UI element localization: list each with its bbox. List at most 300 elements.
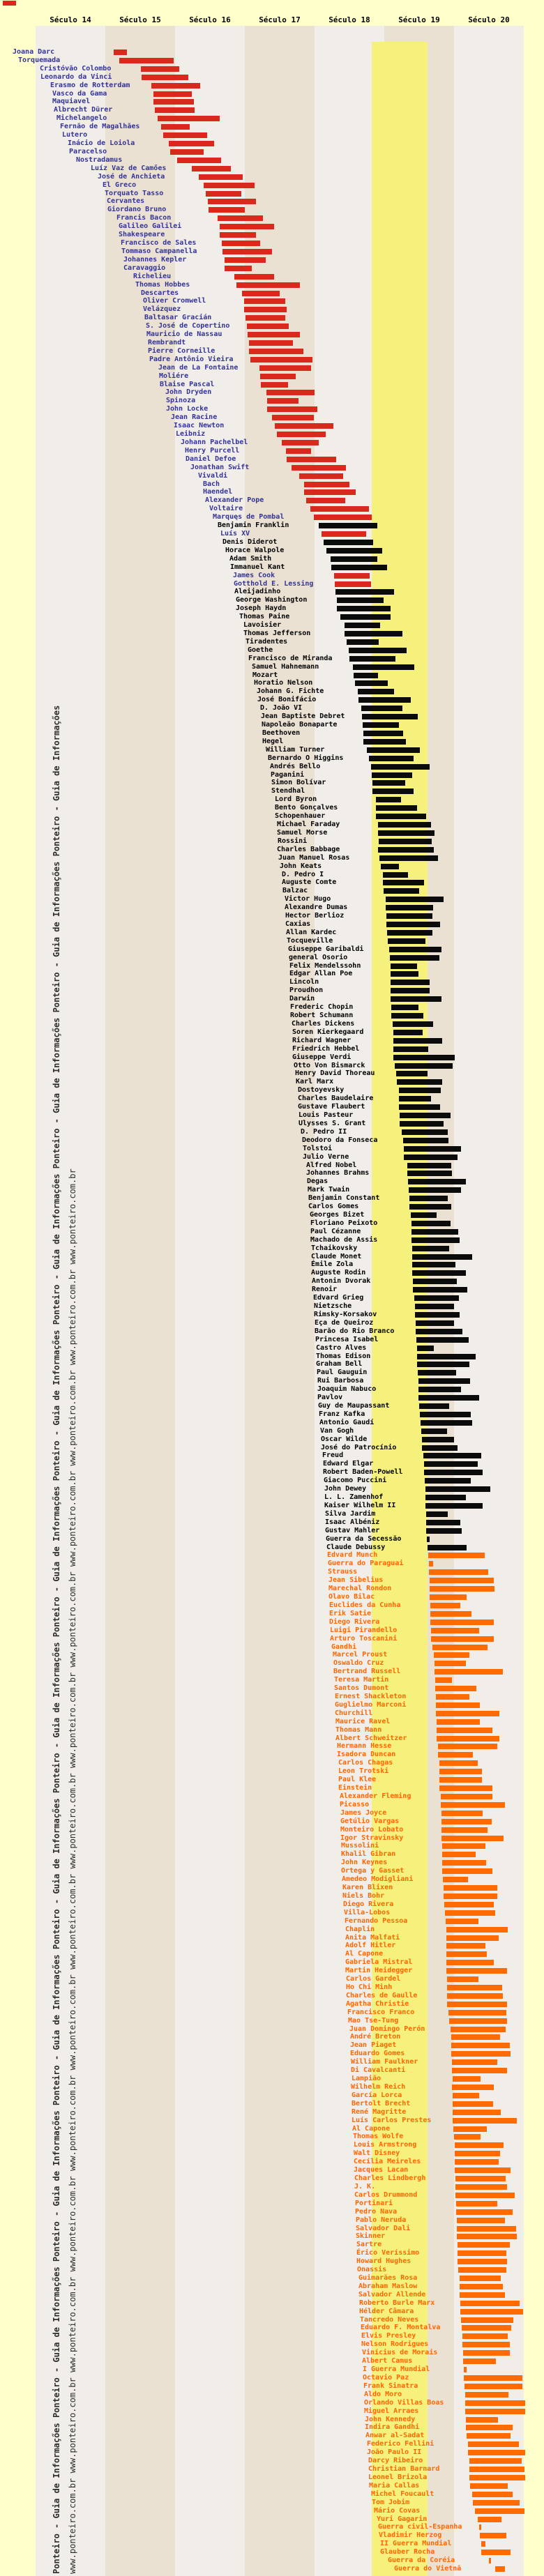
- lifespan-bar: [446, 1935, 499, 1941]
- person-label: Thomas Hobbes: [135, 281, 190, 289]
- person-label: Santos Dumont: [334, 1684, 389, 1692]
- lifespan-bar: [441, 1819, 492, 1824]
- lifespan-bar: [220, 224, 274, 229]
- lifespan-bar: [441, 1794, 492, 1799]
- person-label: Darwin: [289, 995, 315, 1003]
- lifespan-bar: [472, 2492, 513, 2497]
- lifespan-bar: [458, 2259, 507, 2264]
- lifespan-bar: [408, 1179, 466, 1184]
- person-label: Di Cavalcanti: [351, 2066, 406, 2074]
- person-label: Ernest Shackleton: [335, 1693, 407, 1700]
- lifespan-bar: [400, 1113, 451, 1118]
- lifespan-bar: [466, 2417, 498, 2423]
- person-label: Paganini: [271, 771, 305, 779]
- lifespan-bar: [435, 1669, 503, 1675]
- person-label: Carlos Drummond: [354, 2191, 418, 2199]
- person-label: Charles de Gaulle: [346, 1992, 418, 1999]
- person-label: Marcel Proust: [333, 1651, 388, 1659]
- person-label: Paul Klee: [338, 1776, 377, 1783]
- person-label: Barăo do Rio Branco: [315, 1327, 395, 1335]
- lifespan-bar: [266, 390, 315, 395]
- person-label: George Washington: [236, 596, 308, 604]
- person-label: Claude Debussy: [326, 1544, 386, 1551]
- person-label: S. José de Copertino: [146, 322, 230, 330]
- person-label: Picasso: [340, 1801, 370, 1808]
- lifespan-bar: [419, 1403, 449, 1409]
- person-label: Horatio Nelson: [254, 679, 313, 687]
- lifespan-bar: [441, 1827, 488, 1833]
- lifespan-bar: [430, 1603, 460, 1608]
- lifespan-bar: [400, 1121, 444, 1127]
- lifespan-bar: [453, 2076, 481, 2082]
- lifespan-bar: [456, 2201, 497, 2207]
- person-label: Pierre Corneille: [148, 347, 216, 355]
- person-label: Erik Satie: [329, 1610, 372, 1617]
- person-label: Olavo Bilac: [328, 1593, 375, 1601]
- lifespan-bar: [452, 2059, 497, 2065]
- person-label: Antonio Gaudí: [319, 1419, 375, 1426]
- person-label: Voltaire: [209, 505, 243, 512]
- lifespan-bar: [455, 2142, 504, 2148]
- lifespan-bar: [465, 2409, 525, 2414]
- lifespan-bar: [458, 2267, 506, 2273]
- lifespan-bar: [418, 1370, 456, 1375]
- lifespan-bar: [442, 1843, 485, 1849]
- lifespan-bar: [466, 2425, 513, 2430]
- lifespan-bar: [442, 1860, 486, 1866]
- person-label: Walt Disney: [354, 2149, 400, 2157]
- lifespan-bar: [455, 2151, 500, 2156]
- lifespan-bar: [479, 2524, 481, 2530]
- lifespan-bar: [391, 996, 441, 1002]
- person-label: Padre Antônio Vieira: [149, 356, 234, 363]
- person-label: Carlos Gardel: [346, 1975, 401, 1983]
- lifespan-bar: [457, 2234, 517, 2239]
- person-label: Hegel: [262, 738, 284, 745]
- person-label: José de Anchieta: [98, 173, 165, 181]
- lifespan-bar: [363, 722, 399, 728]
- lifespan-bar: [467, 2433, 511, 2439]
- person-label: Deodoro da Fonseca: [302, 1136, 378, 1144]
- lifespan-bar: [345, 623, 380, 628]
- lifespan-bar: [453, 2126, 487, 2132]
- lifespan-bar: [439, 1760, 478, 1766]
- person-label: Ortega y Gasset: [341, 1867, 405, 1875]
- lifespan-bar: [451, 2027, 506, 2032]
- person-label: Freud: [322, 1451, 344, 1459]
- lifespan-bar: [354, 673, 378, 678]
- person-label: Frank Sinatra: [363, 2382, 418, 2390]
- person-label: Johann Pachelbel: [181, 439, 248, 446]
- person-label: El Greco: [103, 181, 137, 189]
- person-label: Onassis: [357, 2266, 387, 2273]
- person-label: Khalil Gibran: [341, 1850, 396, 1858]
- lifespan-bar: [119, 58, 174, 63]
- person-label: Isaac Albéniz: [325, 1518, 380, 1526]
- lifespan-bar: [362, 714, 418, 719]
- lifespan-bar: [416, 1320, 454, 1326]
- lifespan-bar: [326, 548, 382, 554]
- lifespan-bar: [429, 1569, 488, 1575]
- lifespan-bar: [469, 2458, 522, 2464]
- person-label: Benjamin Franklin: [218, 521, 289, 529]
- lifespan-bar: [437, 1728, 492, 1733]
- person-label: Lutero: [62, 131, 88, 139]
- person-label: Descartes: [141, 289, 179, 297]
- person-label: Van Gogh: [320, 1427, 354, 1435]
- lifespan-bar: [218, 215, 263, 221]
- lifespan-bar: [439, 1777, 482, 1783]
- century-label: Século 14: [50, 15, 91, 24]
- person-label: Michelangelo: [56, 114, 107, 122]
- person-label: Vivaldi: [198, 472, 228, 480]
- lifespan-bar: [418, 1395, 479, 1401]
- person-label: Oscar Wilde: [321, 1435, 368, 1443]
- lifespan-bar: [349, 656, 395, 662]
- person-label: Julio Verne: [303, 1153, 349, 1161]
- person-label: Stendhal: [271, 787, 305, 795]
- person-label: Mark Twain: [308, 1186, 350, 1194]
- person-label: John Keats: [280, 862, 322, 870]
- person-label: Jean Sibelius: [328, 1576, 384, 1584]
- lifespan-bar: [448, 2010, 506, 2015]
- person-label: Nelson Rodrigues: [361, 2340, 429, 2348]
- person-label: Bertrand Russell: [333, 1668, 401, 1675]
- sidebar-branding-text: Ponteiro - Guia de Informaçőes Ponteiro - Guia de Informaçőes Ponteiro - Guia de Informaçőes Ponteiro - Guia de Informaçőes Ponteiro - Guia de Informaçőes Ponteiro - Guia de Informaçőes Ponteiro - Guia de Informaçőes Ponteiro - Guia de Informaçőes Ponteiro - Guia de Informaçőes Ponteiro - Guia de Informaçőes Ponteiro - Guia de Informaçőes Ponteiro - Guia de Informaçőes: [52, 705, 61, 2574]
- person-label: Balzac: [282, 887, 308, 894]
- person-label: Orlando Villas Boas: [364, 2399, 444, 2407]
- person-label: Aleijadinho: [234, 588, 281, 595]
- person-label: Churchill: [335, 1709, 373, 1717]
- lifespan-bar: [161, 124, 190, 130]
- person-label: Paul Gauguin: [317, 1369, 368, 1376]
- person-label: Oliver Cromwell: [143, 297, 206, 305]
- person-label: Edvard Grieg: [313, 1294, 364, 1302]
- lifespan-bar: [416, 1329, 462, 1334]
- person-label: Jonathan Swift: [190, 464, 250, 471]
- lifespan-bar: [425, 1478, 471, 1484]
- lifespan-bar: [386, 905, 433, 910]
- lifespan-bar: [222, 241, 260, 246]
- person-label: Tocqueville: [287, 937, 333, 945]
- lifespan-bar: [331, 565, 387, 570]
- lifespan-bar: [461, 2317, 513, 2323]
- lifespan-bar: [455, 2193, 515, 2198]
- lifespan-bar: [372, 772, 412, 778]
- person-label: Rui Barbosa: [317, 1377, 364, 1385]
- person-label: Tchaikovsky: [311, 1244, 358, 1252]
- lifespan-bar: [412, 1270, 466, 1276]
- person-label: Christian Barnard: [368, 2465, 440, 2473]
- person-label: Mário Covas: [374, 2507, 421, 2515]
- person-label: Fernando Pessoa: [345, 1917, 408, 1925]
- lifespan-bar: [249, 349, 303, 354]
- person-label: I Guerra Mundial: [363, 2365, 430, 2373]
- lifespan-bar: [452, 2085, 494, 2090]
- lifespan-bar: [331, 556, 377, 562]
- lifespan-bar: [306, 498, 345, 503]
- lifespan-bar: [423, 1453, 481, 1458]
- person-label: Paracelso: [69, 148, 107, 155]
- person-label: René Magritte: [352, 2108, 407, 2116]
- lifespan-bar: [282, 440, 319, 445]
- lifespan-bar: [455, 2184, 507, 2190]
- lifespan-bar: [451, 2034, 500, 2040]
- person-label: D. Pedro I: [282, 871, 324, 878]
- lifespan-bar: [378, 847, 434, 853]
- person-label: Horace Walpole: [225, 547, 285, 554]
- person-label: Giuseppe Verdi: [292, 1053, 352, 1061]
- lifespan-bar: [407, 1163, 451, 1168]
- lifespan-bar: [453, 2118, 517, 2124]
- lifespan-bar: [430, 1594, 467, 1600]
- person-label: Lavoisier: [243, 621, 282, 629]
- person-label: Bertolt Brecht: [352, 2100, 411, 2108]
- person-label: Jean Racine: [171, 413, 218, 421]
- lifespan-bar: [208, 199, 256, 204]
- sidebar-url-text: www.ponteiro.com.br www.ponteiro.com.br www.ponteiro.com.br www.ponteiro.com.br www.ponteiro.com.br www.ponteiro.com.br www.ponteiro.com.br www.ponteiro.com.br www.ponteiro.com.br www.ponteiro.com.br www.ponteiro.com.br www.ponteiro.com.br www.ponteiro.com.br www.ponteiro.com.br: [68, 1168, 77, 2574]
- person-label: Diego Rivera: [343, 1900, 394, 1908]
- person-label: Villa-Lobos: [344, 1909, 391, 1916]
- lifespan-bar: [441, 1802, 505, 1808]
- person-label: Henry Purcell: [185, 447, 240, 455]
- person-label: Charles Baudelaire: [298, 1095, 374, 1102]
- lifespan-bar: [417, 1346, 434, 1351]
- lifespan-bar: [391, 980, 430, 985]
- lifespan-bar: [426, 1520, 460, 1525]
- person-label: Hector Berlioz: [285, 912, 345, 920]
- person-label: Leon Trotski: [338, 1767, 389, 1775]
- lifespan-bar: [424, 1470, 483, 1475]
- person-label: Joseph Haydn: [236, 604, 287, 612]
- lifespan-bar: [436, 1694, 469, 1700]
- person-label: Charles Babbage: [277, 846, 340, 853]
- lifespan-bar: [473, 2500, 520, 2506]
- lifespan-bar: [417, 1362, 469, 1367]
- lifespan-bar: [363, 739, 406, 745]
- lifespan-bar: [412, 1246, 449, 1251]
- lifespan-bar: [447, 1993, 503, 1999]
- person-label: Cecília Meireles: [354, 2158, 421, 2165]
- person-label: Pablo Neruda: [356, 2216, 407, 2224]
- person-label: Guimarăes Rosa: [358, 2274, 418, 2282]
- lifespan-bar: [393, 1030, 423, 1035]
- person-label: Glauber Rocha: [380, 2548, 435, 2556]
- lifespan-bar: [395, 1063, 453, 1069]
- lifespan-bar: [244, 307, 287, 312]
- century-label: Século 17: [259, 15, 301, 24]
- lifespan-bar: [248, 332, 300, 337]
- person-label: Roberto Burle Marx: [359, 2299, 435, 2307]
- person-label: Rossini: [278, 837, 308, 845]
- person-label: Howard Hughes: [356, 2257, 411, 2265]
- person-label: Moliére: [159, 372, 189, 380]
- lifespan-bar: [153, 99, 194, 105]
- person-label: Thomas Mann: [335, 1726, 382, 1734]
- lifespan-bar: [402, 1129, 448, 1135]
- lifespan-bar: [428, 1545, 467, 1550]
- person-label: Felix Mendelssohn: [289, 962, 361, 970]
- lifespan-bar: [413, 1279, 457, 1284]
- person-label: John Dryden: [165, 388, 212, 396]
- person-label: D. Pedro II: [301, 1128, 347, 1136]
- person-label: Joăo Paulo II: [367, 2448, 422, 2456]
- lifespan-bar: [334, 573, 370, 579]
- person-label: Marquęs de Pombal: [213, 513, 285, 521]
- lifespan-bar: [435, 1686, 476, 1691]
- lifespan-bar: [422, 1437, 454, 1442]
- lifespan-bar: [322, 531, 366, 537]
- person-label: Mussolini: [341, 1842, 379, 1850]
- lifespan-bar: [415, 1312, 460, 1318]
- person-label: Luís XV: [220, 530, 250, 538]
- lifespan-bar: [376, 805, 417, 811]
- lifespan-bar: [287, 457, 336, 462]
- person-label: Antonin Dvorak: [312, 1277, 371, 1285]
- person-label: Mauricio de Nassau: [146, 330, 222, 338]
- lifespan-bar: [358, 689, 394, 694]
- lifespan-bar: [369, 756, 414, 761]
- lifespan-bar: [319, 523, 377, 528]
- lifespan-bar: [415, 1304, 454, 1309]
- lifespan-bar: [460, 2309, 523, 2315]
- person-label: Vladimir Herzog: [379, 2531, 442, 2539]
- lifespan-bar: [376, 814, 426, 819]
- century-label: Século 19: [398, 15, 440, 24]
- person-label: Pavlov: [317, 1394, 343, 1401]
- lifespan-bar: [430, 1619, 494, 1625]
- person-label: Tolstoi: [303, 1145, 333, 1152]
- person-label: Simon Bolívar: [271, 779, 326, 786]
- person-label: Georges Bizet: [310, 1211, 365, 1219]
- person-label: Thomas Paine: [239, 613, 290, 620]
- lifespan-bar: [153, 91, 192, 97]
- lifespan-bar: [391, 988, 430, 993]
- lifespan-bar: [245, 315, 285, 321]
- lifespan-bar: [389, 947, 441, 952]
- lifespan-bar: [438, 1752, 473, 1758]
- person-label: John Dewey: [324, 1485, 367, 1493]
- lifespan-bar: [457, 2218, 505, 2223]
- lifespan-bar: [393, 1038, 442, 1044]
- person-label: William Faulkner: [351, 2058, 418, 2066]
- lifespan-bar: [435, 1661, 466, 1666]
- person-label: Pedro Nava: [355, 2208, 398, 2216]
- person-label: Alexander Pope: [205, 496, 264, 504]
- person-label: Albert Camus: [362, 2357, 413, 2365]
- person-label: Castro Alves: [316, 1344, 367, 1352]
- lifespan-bar: [383, 872, 408, 878]
- lifespan-bar: [376, 797, 401, 802]
- lifespan-bar: [436, 1711, 499, 1716]
- century-label: Século 15: [119, 15, 161, 24]
- lifespan-bar: [464, 2375, 522, 2381]
- lifespan-bar: [267, 406, 317, 412]
- lifespan-bar: [275, 423, 333, 429]
- lifespan-bar: [242, 291, 280, 296]
- lifespan-bar: [435, 1677, 452, 1683]
- person-label: Strauss: [328, 1568, 358, 1576]
- lifespan-bar: [292, 465, 346, 471]
- lifespan-bar: [388, 938, 425, 944]
- lifespan-bar: [267, 398, 299, 404]
- person-label: Marechal Rondon: [328, 1585, 392, 1592]
- person-label: Charles Lindbergh: [354, 2174, 426, 2182]
- person-label: Schopenhauer: [275, 812, 326, 820]
- person-label: Gustav Mahler: [325, 1527, 380, 1534]
- lifespan-bar: [399, 1104, 440, 1110]
- lifespan-bar: [411, 1229, 458, 1235]
- lifespan-bar: [463, 2358, 496, 2364]
- lifespan-bar: [465, 2392, 508, 2398]
- lifespan-bar: [447, 2002, 507, 2007]
- person-label: Wilhelm Reich: [351, 2083, 406, 2091]
- person-label: John Keynes: [341, 1859, 388, 1866]
- lifespan-bar: [378, 830, 435, 836]
- lifespan-bar: [299, 473, 343, 479]
- person-label: Einstein: [338, 1784, 372, 1792]
- person-label: Samuel Hahnemann: [252, 663, 319, 671]
- person-label: Elvis Presley: [361, 2332, 416, 2340]
- lifespan-bar: [404, 1146, 461, 1152]
- person-label: Blaise Pascal: [160, 381, 215, 388]
- lifespan-bar: [460, 2276, 501, 2281]
- lifespan-bar: [432, 1645, 488, 1650]
- lifespan-bar: [463, 2350, 510, 2356]
- lifespan-bar: [304, 489, 356, 495]
- person-label: Anita Malfati: [345, 1934, 400, 1942]
- person-label: Fernăo de Magalhăes: [60, 123, 140, 130]
- lifespan-bar: [460, 2301, 520, 2306]
- lifespan-bar: [442, 1852, 476, 1857]
- person-label: Nietzsche: [314, 1302, 352, 1310]
- person-label: Floriano Peixoto: [310, 1219, 378, 1227]
- lifespan-bar: [142, 75, 188, 80]
- lifespan-bar: [414, 1295, 459, 1301]
- lifespan-bar: [372, 788, 414, 794]
- person-label: John Locke: [166, 405, 209, 413]
- person-label: Octavio Paz: [363, 2374, 409, 2381]
- lifespan-bar: [495, 2566, 505, 2572]
- person-label: Denis Diderot: [222, 538, 278, 546]
- person-label: Jean Baptiste Debret: [261, 712, 345, 720]
- lifespan-bar: [441, 1811, 483, 1816]
- lifespan-bar: [225, 257, 266, 263]
- person-label: Sartre: [356, 2241, 382, 2248]
- lifespan-bar: [452, 2068, 507, 2073]
- person-label: Leibniz: [176, 430, 206, 438]
- person-label: Luigi Pirandello: [330, 1626, 398, 1634]
- lifespan-bar: [446, 1919, 478, 1924]
- lifespan-bar: [249, 340, 293, 346]
- lifespan-bar: [430, 1578, 494, 1583]
- person-label: Johannes Brahms: [306, 1169, 370, 1177]
- lifespan-bar: [422, 1445, 458, 1451]
- person-label: José do Patrocínio: [321, 1444, 397, 1451]
- lifespan-bar: [371, 764, 430, 770]
- lifespan-bar: [446, 1951, 487, 1957]
- person-label: Rimsky-Korsakov: [314, 1311, 377, 1318]
- person-label: Edward Elgar: [323, 1460, 374, 1468]
- lifespan-bar: [396, 1071, 428, 1076]
- lifespan-bar: [409, 1187, 461, 1193]
- person-label: Benjamin Constant: [308, 1194, 380, 1202]
- lifespan-bar: [481, 2550, 511, 2555]
- person-label: Maurice Ravel: [335, 1718, 391, 1725]
- lifespan-bar: [397, 1079, 442, 1085]
- lifespan-bar: [427, 1537, 430, 1542]
- lifespan-bar: [378, 822, 431, 828]
